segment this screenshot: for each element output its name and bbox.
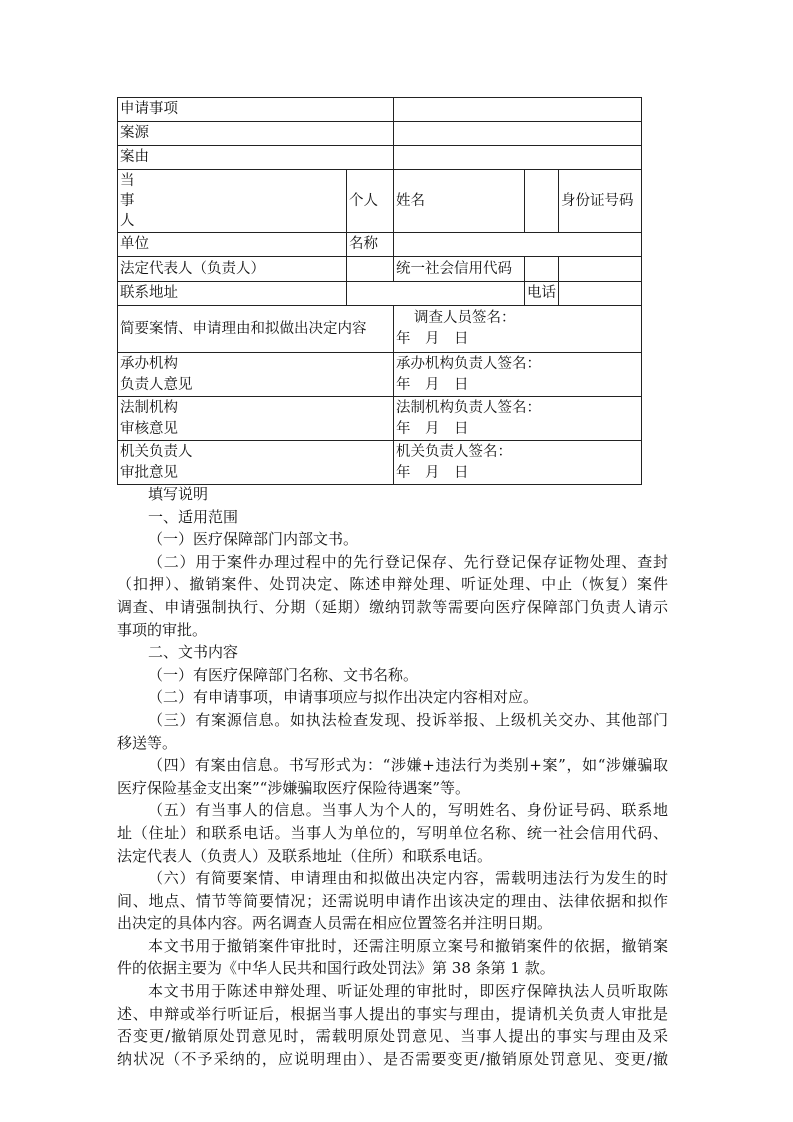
id-number-label: 身份证号码	[559, 170, 642, 233]
name-field[interactable]	[525, 170, 559, 233]
phone-field[interactable]	[559, 282, 642, 306]
date-label: 年 月 日	[396, 464, 469, 481]
instruction-line: （六）有简要案情、申请理由和拟做出决定内容，需载明违法行为发生的时	[148, 869, 668, 888]
section-heading: 填写说明	[148, 485, 209, 503]
label-line: 审核意见	[120, 420, 178, 437]
instruction-line: 出决定的具体内容。两名调查人员需在相应位置签名并注明日期。	[117, 914, 553, 933]
application-item-label: 申请事项	[118, 98, 394, 122]
summary-signature-cell[interactable]	[394, 306, 642, 353]
instruction-line: （二）有申请事项，申请事项应与拟作出决定内容相对应。	[148, 688, 539, 707]
approval-form-table	[117, 97, 642, 485]
party-char: 当	[120, 173, 135, 189]
instruction-line: 址（住址）和联系电话。当事人为单位的，写明单位名称、统一社会信用代码、	[117, 823, 668, 842]
instruction-line: （一）医疗保障部门内部文书。	[148, 530, 359, 549]
legal-signature-cell[interactable]	[394, 397, 642, 441]
unit-name-field[interactable]	[394, 233, 642, 257]
instruction-line: 本文书用于陈述申辩处理、听证处理的审批时，即医疗保障执法人员听取陈	[148, 982, 668, 1001]
credit-code-label: 统一社会信用代码	[394, 257, 525, 282]
instruction-line: 间、地点、情节等简要情况；还需说明申请作出该决定的理由、法律依据和拟作	[117, 891, 668, 910]
label-line: 法制机构	[120, 399, 178, 416]
handling-signature-cell[interactable]	[394, 353, 642, 397]
instruction-line: （三）有案源信息。如执法检查发现、投诉举报、上级机关交办、其他部门	[148, 710, 668, 729]
instruction-line: （二）用于案件办理过程中的先行登记保存、先行登记保存证物处理、查封	[148, 552, 668, 571]
individual-label: 个人	[347, 170, 394, 233]
legal-review-label	[118, 397, 394, 441]
instruction-line: （一）有医疗保障部门名称、文书名称。	[148, 665, 419, 684]
label-line: 机关负责人	[120, 443, 193, 460]
section-heading: 二、文书内容	[148, 643, 239, 662]
instruction-line: （五）有当事人的信息。当事人为个人的，写明姓名、身份证号码、联系地	[148, 801, 668, 820]
credit-code-field-2[interactable]	[559, 257, 642, 282]
instruction-line: 否变更/撤销原处罚意见时，需载明原处罚意见、当事人提出的事实与理由及采	[117, 1027, 668, 1046]
instruction-line: 本文书用于撤销案件审批时，还需注明原立案号和撤销案件的依据，撤销案	[148, 936, 668, 955]
date-label: 年 月 日	[396, 331, 469, 347]
legal-rep-label: 法定代表人（负责人）	[118, 257, 347, 282]
credit-code-field[interactable]	[525, 257, 559, 282]
instruction-line: 述、申辩或举行听证后，根据当事人提出的事实与理由，提请机关负责人审批是	[117, 1004, 668, 1023]
filling-instructions	[117, 483, 668, 1070]
instruction-line: 调查、申请强制执行、分期（延期）缴纳罚款等需要向医疗保障部门负责人请示	[117, 597, 668, 616]
instruction-line: 移送等。	[117, 733, 178, 752]
instruction-line: 医疗保险基金支出案”“涉嫌骗取医疗保险待遇案”等。	[117, 778, 471, 797]
org-approval-label	[118, 441, 394, 485]
case-source-label: 案源	[118, 122, 394, 146]
name-label: 姓名	[394, 170, 525, 233]
legal-signature-label: 法制机构负责人签名：	[396, 399, 541, 416]
org-signature-cell[interactable]	[394, 441, 642, 485]
party-label	[118, 170, 347, 233]
phone-label: 电话	[525, 282, 559, 306]
label-line: 审批意见	[120, 464, 178, 481]
unit-label: 单位	[118, 233, 347, 257]
label-line: 负责人意见	[120, 376, 193, 393]
handling-opinion-label	[118, 353, 394, 397]
legal-rep-field[interactable]	[347, 257, 394, 282]
investigator-signature-label: 调查人员签名：	[414, 310, 516, 326]
case-cause-label: 案由	[118, 146, 394, 170]
date-label: 年 月 日	[396, 420, 469, 437]
instruction-line: 件的依据主要为《中华人民共和国行政处罚法》第 38 条第 1 款。	[117, 959, 555, 978]
instruction-line: （四）有案由信息。书写形式为：“涉嫌+违法行为类别+案”，如“涉嫌骗取	[148, 756, 668, 775]
instruction-line: （扣押）、撤销案件、处罚决定、陈述申辩处理、听证处理、中止（恢复）案件	[117, 575, 668, 594]
section-heading: 一、适用范围	[148, 507, 239, 526]
party-char: 事	[120, 193, 135, 209]
handling-signature-label: 承办机构负责人签名：	[396, 355, 541, 372]
instruction-line: 纳状况（不予采纳的，应说明理由）、是否需要变更/撤销原处罚意见、变更/撤	[117, 1049, 668, 1068]
instruction-line: 法定代表人（负责人）及联系地址（住所）和联系电话。	[117, 846, 493, 865]
label-line: 承办机构	[120, 355, 178, 372]
case-cause-field[interactable]	[394, 146, 642, 170]
application-item-field[interactable]	[394, 98, 642, 122]
unit-name-label: 名称	[347, 233, 394, 257]
party-char: 人	[120, 213, 135, 229]
address-field[interactable]	[347, 282, 525, 306]
instruction-line: 事项的审批。	[117, 620, 208, 639]
address-label: 联系地址	[118, 282, 347, 306]
summary-label: 简要案情、申请理由和拟做出决定内容	[118, 306, 394, 353]
date-label: 年 月 日	[396, 376, 469, 393]
case-source-field[interactable]	[394, 122, 642, 146]
org-signature-label: 机关负责人签名：	[396, 443, 512, 460]
